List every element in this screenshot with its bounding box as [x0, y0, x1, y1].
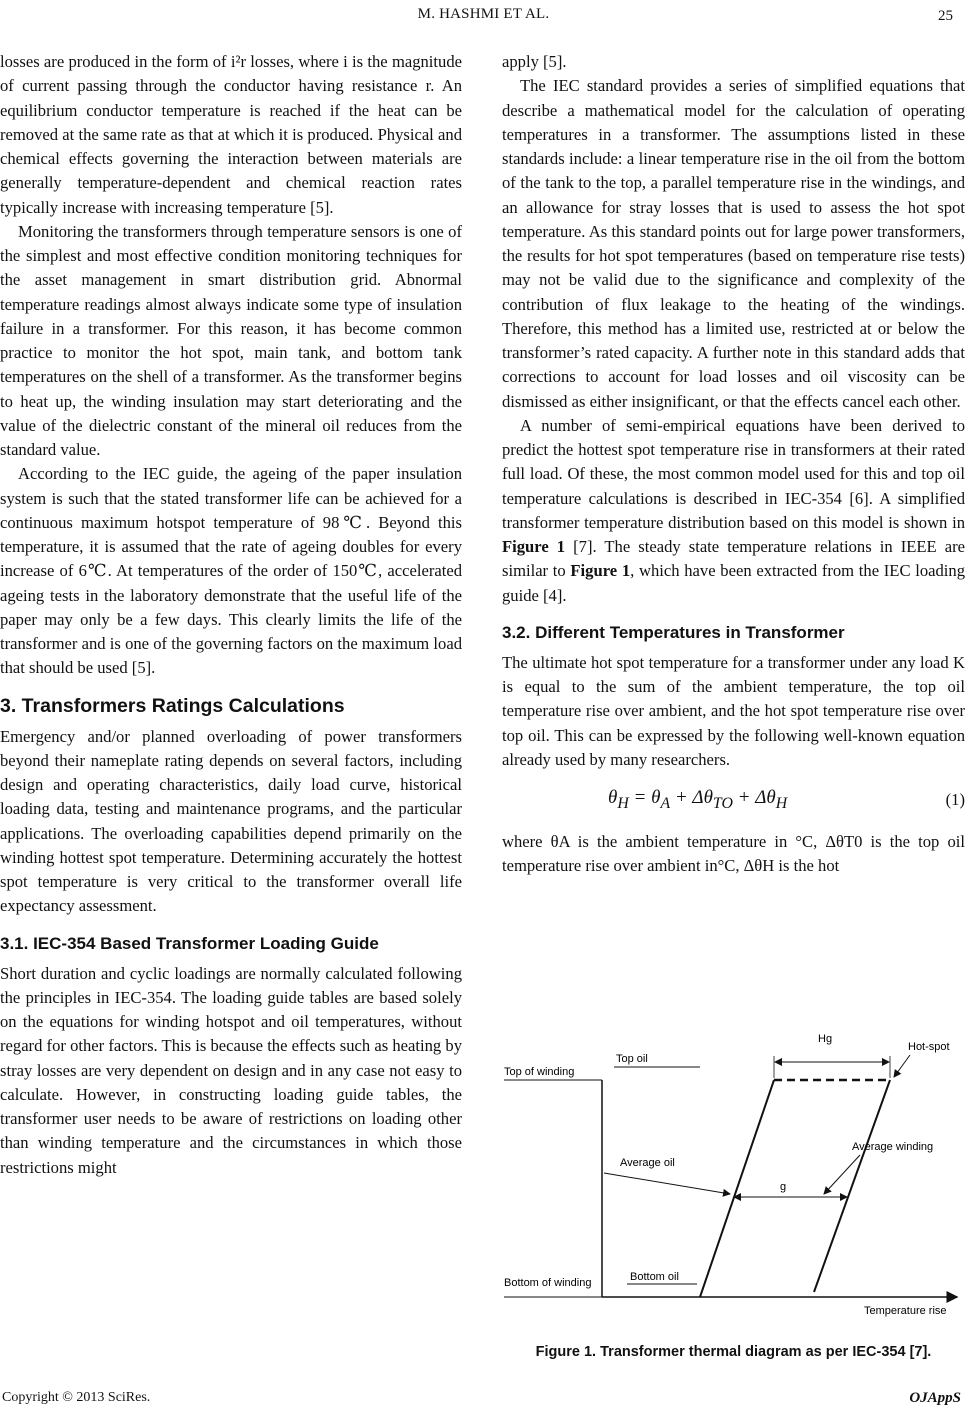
hot-spot-label: Hot-spot: [908, 1041, 950, 1053]
thermal-diagram: [502, 1022, 965, 1338]
average-oil-arrow: [604, 1173, 730, 1194]
section-heading: 3. Transformers Ratings Calculations: [0, 694, 345, 717]
figure-1: [502, 1022, 965, 1372]
paragraph: The ultimate hot spot temperature for a transformer under any load K is equal to the sum of the ambient temperature, the top oil temperature rise over ambient, and the hot spot temperature rise over top oil. This can be expressed by the following well-known equation already used by many researchers.: [502, 652, 965, 769]
copyright-notice: Copyright © 2013 SciRes.: [2, 1390, 151, 1405]
average-winding-arrow: [824, 1155, 860, 1194]
top-of-winding-label: Top of winding: [504, 1066, 575, 1078]
left-column: [0, 50, 462, 1180]
average-winding-label: Average winding: [852, 1141, 934, 1153]
oil-line: [700, 1080, 774, 1297]
paragraph: [502, 414, 965, 608]
paragraph: Monitoring the transformers through temperature sensors is one of the simplest and most effective condition monitoring techniques for the asset management in smart distribution grid. Abnormal temperature readings almost always indicate some type of insulation failure in a transformer. For this reason, it has become common practice to monitor the hot spot, main tank, and bottom tank temperatures on the shell of a transformer. As the transformer begins to heat up, the winding insulation may start deteriorating and the value of the dielectric constant of the mineral oil reduces from the standard value.: [0, 221, 462, 459]
figure-reference[interactable]: Figure 1: [502, 537, 566, 556]
figure-caption: Figure 1. Transformer thermal diagram as per IEC-354 [7].: [535, 1344, 932, 1360]
g-label: g: [780, 1181, 787, 1193]
paragraph: Short duration and cyclic loadings are normally calculated following the principles in IEC-354. The loading guide tables are based solely on the equations for winding hotspot and oil temperatures, without regard for other factors. This is because the effects such as heating by stray losses are very dependent on design and in any case not easy to calculate. However, in constructing loading guide tables, the transformer user needs to be aware of restrictions on loading other than winding temperature and the circumstances in which those restrictions might: [0, 963, 462, 1177]
bottom-oil-label: Bottom oil: [630, 1271, 679, 1283]
page-number: 25: [938, 8, 953, 24]
hot-spot-arrow: [894, 1055, 910, 1077]
paragraph: losses are produced in the form of i²r losses, where i is the magnitude of current passing through the conductor having resistance r. An equilibrium conductor temperature is reached if the heat can be removed at the same rate as that at which it is produced. Physical and chemical effects governing the interaction between materials are generally temperature-dependent and chemical reaction rates typically increase with increasing temperature [5].: [0, 52, 462, 217]
paragraph: Emergency and/or planned overloading of power transformers beyond their nameplate rating depends on several factors, including design and operating characteristics, daily load curve, historical loading data, testing and maintenance programs, and the particular applications. The overloading capabilities depend primarily on the winding hottest spot temperature. Determining accurately the hottest spot temperature is very critical to the transformer overall life expectancy assessment.: [0, 726, 462, 916]
equation-body: $\theta_H = \theta_A + \Delta\theta_{TO} + \Delta\theta_H$: [608, 787, 788, 812]
right-column: [502, 50, 965, 879]
winding-line: [814, 1080, 890, 1292]
hg-label: Hg: [818, 1033, 833, 1045]
subsection-heading: 3.1. IEC-354 Based Transformer Loading Guide: [0, 933, 379, 953]
subsection-heading: 3.2. Different Temperatures in Transformer: [502, 622, 845, 642]
figure-reference[interactable]: Figure 1: [570, 561, 631, 581]
paragraph-text: , which have been extracted from the IEC loading guide [4].: [502, 561, 965, 605]
page-header: [0, 4, 967, 26]
bottom-of-winding-label: Bottom of winding: [504, 1277, 592, 1289]
temperature-rise-label: Temperature rise: [864, 1305, 947, 1317]
paragraph: where θA is the ambient temperature in °C, ΔθT0 is the top oil temperature rise over ambient in°C, ΔθH is the hot: [502, 832, 965, 876]
paragraph: The IEC standard provides a series of simplified equations that describe a mathematical model for the calculation of operating temperatures in a transformer. The assumptions listed in these standards include: a linear temperature rise in the oil from the bottom of the tank to the top, a parallel temperature rise in the windings, and an allowance for stray losses that is used to assess the hot spot temperature. As this standard points out for large power transformers, the results for hot spot temperatures (based on temperature rise tests) may not be valid due to the significance and complexity of the contribution of flux leakage to the heating of the windings. Therefore, this method has a limited use, restricted at or below the transformer’s rated capacity. A further note in this standard adds that corrections to account for load losses and oil viscosity can be dismissed as either insignificant, or that the effects cancel each other.: [502, 76, 965, 411]
equation-number: (1): [945, 790, 965, 809]
paragraph: According to the IEC guide, the ageing of the paper insulation system is such that the stated transformer life can be achieved for a continuous maximum hotspot temperature of 98℃. Beyond this temperature, it is assumed that the rate of ageing doubles for every increase of 6℃. At temperatures of the order of 150℃, accelerated ageing tests in the laboratory demonstrate that the useful life of the paper may only be a few days. This clearly limits the life of the transformer and is one of the governing factors on the maximum load that should be used [5].: [0, 464, 462, 678]
top-oil-label: Top oil: [616, 1053, 648, 1065]
average-oil-label: Average oil: [620, 1157, 675, 1169]
running-head-authors: M. HASHMI ET AL.: [417, 6, 550, 22]
journal-abbreviation: OJAppS: [909, 1390, 961, 1406]
page-footer: [0, 1388, 967, 1410]
paragraph: apply [5].: [502, 52, 567, 71]
paragraph-text: A number of semi-empirical equations have been derived to predict the hottest spot temperature rise in transformers at their rated full load. Of these, the most common model used for this and top oil temperature calculations is described in IEC-354 [6]. A simplified transformer temperature distribution based on this model is shown in: [502, 415, 965, 532]
paragraph-text: [7]. The steady state temperature relations in IEEE are similar to: [502, 537, 965, 581]
equation-1: [502, 778, 965, 822]
